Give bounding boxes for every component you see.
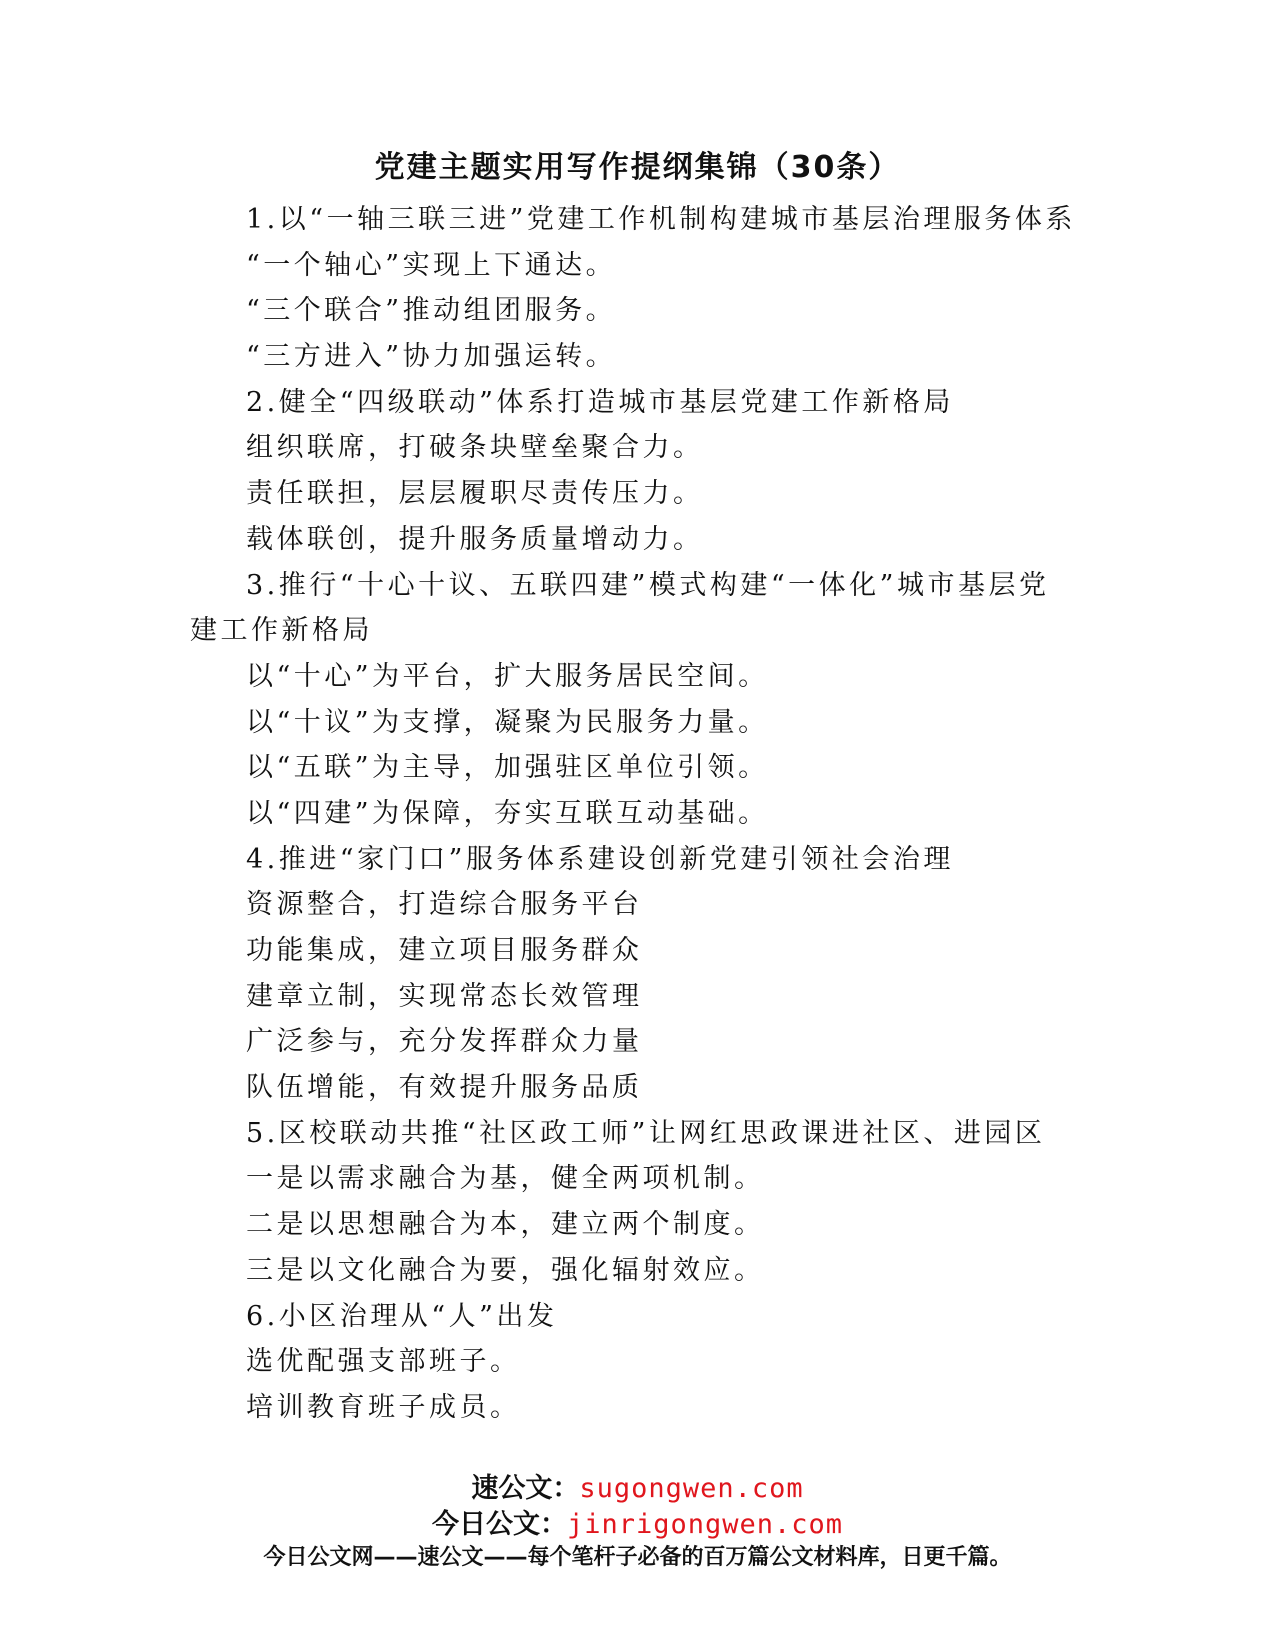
outline-point: 二是以思想融合为本，建立两个制度。: [246, 1209, 765, 1241]
outline-heading-1: 1.以“一轴三联三进”党建工作机制构建城市基层治理服务体系: [246, 204, 1076, 235]
outline-point: 一是以需求融合为基，健全两项机制。: [246, 1163, 765, 1195]
outline-point: 责任联担，层层履职尽责传压力。: [246, 478, 704, 510]
document-title: 党建主题实用写作提纲集锦（30条）: [374, 150, 901, 185]
footer-slogan: 今日公文网——速公文——每个笔杆子必备的百万篇公文材料库，日更千篇。: [263, 1545, 1012, 1570]
outline-heading-5: 5.区校联动共推“社区政工师”让网红思政课进社区、进园区: [246, 1117, 1046, 1149]
outline-heading-4: 4.推进“家门口”服务体系建设创新党建引领社会治理: [246, 843, 954, 875]
outline-heading-3: 3.推行“十心十议、五联四建”模式构建“一体化”城市基层党建工作新格局: [190, 569, 1050, 647]
footer-jinrigongwen: [0, 1502, 1275, 1541]
outline-point: 建章立制，实现常态长效管理: [246, 980, 643, 1012]
outline-point: 载体联创，提升服务质量增动力。: [246, 523, 704, 555]
outline-heading-6: 6.小区治理从“人”出发: [246, 1300, 558, 1332]
outline-point: 以“四建”为保障，夯实互联互动基础。: [246, 797, 769, 829]
outline-point: 以“十心”为平台，扩大服务居民空间。: [246, 660, 769, 692]
outline-point: 队伍增能，有效提升服务品质: [246, 1072, 643, 1104]
outline-point: 资源整合，打造综合服务平台: [246, 889, 643, 921]
outline-point: 广泛参与，充分发挥群众力量: [246, 1026, 643, 1058]
document-body: [190, 197, 1076, 1431]
outline-point: 功能集成，建立项目服务群众: [246, 935, 643, 967]
footer-label: 速公文：: [471, 1473, 580, 1504]
outline-point: 组织联席，打破条块壁垒聚合力。: [246, 432, 704, 464]
outline-heading-2: 2.健全“四级联动”体系打造城市基层党建工作新格局: [246, 386, 954, 418]
outline-point: “三方进入”协力加强运转。: [246, 341, 617, 373]
outline-point: 以“十议”为支撑，凝聚为民服务力量。: [246, 706, 769, 738]
footer-link-jinrigongwen[interactable]: jinrigongwen.com: [566, 1509, 844, 1540]
outline-point: 三是以文化融合为要，强化辐射效应。: [246, 1254, 765, 1286]
outline-point: “三个联合”推动组团服务。: [246, 295, 617, 327]
outline-point: 以“五联”为主导，加强驻区单位引领。: [246, 752, 769, 784]
outline-point: 选优配强支部班子。: [246, 1346, 521, 1378]
outline-point: “一个轴心”实现上下通达。: [246, 249, 617, 281]
footer-label: 今日公文：: [431, 1509, 567, 1540]
footer-link-sugongwen[interactable]: sugongwen.com: [579, 1473, 804, 1504]
outline-point: 培训教育班子成员。: [246, 1391, 521, 1423]
footer-sugongwen: [0, 1466, 1275, 1505]
